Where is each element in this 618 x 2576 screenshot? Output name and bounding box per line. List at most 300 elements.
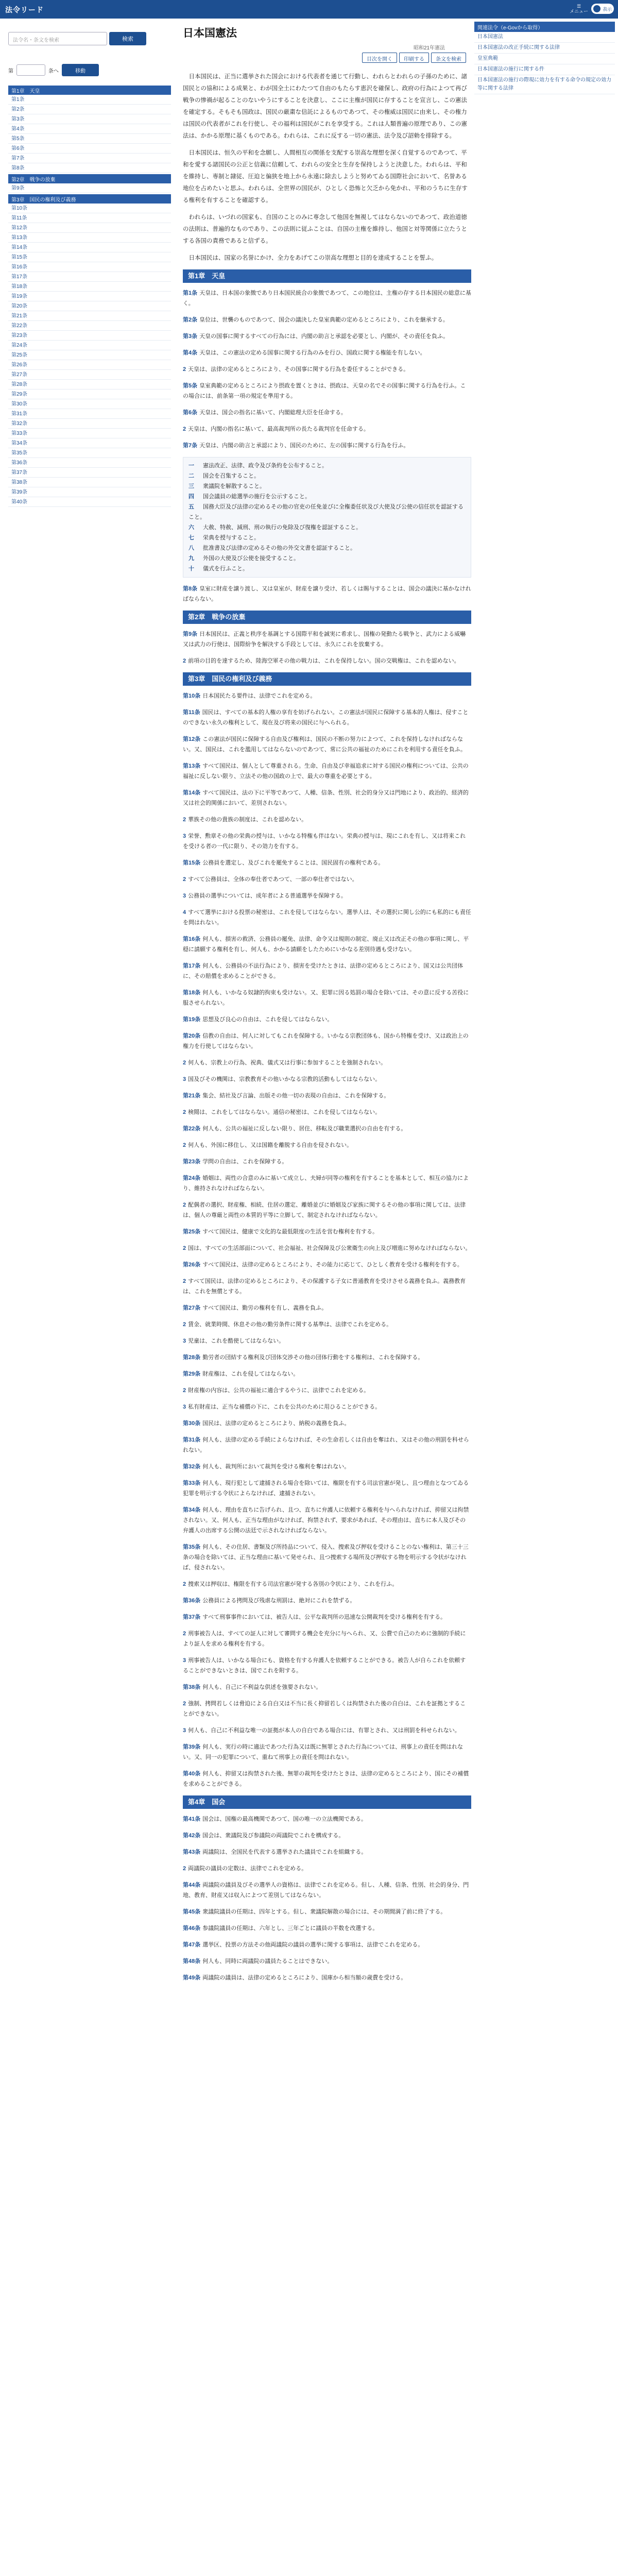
article-number[interactable]: 3 <box>183 833 186 839</box>
toc-item[interactable]: 第1条 <box>8 95 171 105</box>
toc-item[interactable]: 第6条 <box>8 144 171 154</box>
action-tab[interactable]: 条文を検索 <box>431 53 466 63</box>
item-text: 憲法改正、法律、政令及び条約を公布すること。 <box>203 463 328 469</box>
article-text: 天皇は、内閣の指名に基いて、最高裁判所の長たる裁判官を任命する。 <box>188 426 369 432</box>
article-number[interactable]: 2 <box>183 817 186 823</box>
main-content <box>178 19 471 2576</box>
list-item <box>188 502 466 522</box>
article-text: 婚姻は、両性の合意のみに基いて成立し、夫婦が同等の権利を有することを基本として、相互の協力により、維持されなければならない。 <box>183 1175 469 1192</box>
toc-item[interactable]: 第7条 <box>8 154 171 163</box>
article-number[interactable]: 第43条 <box>183 1849 201 1855</box>
article-text: 両議院の議員の定数は、法律でこれを定める。 <box>188 1866 307 1872</box>
article-number[interactable]: 2 <box>183 876 186 883</box>
table-of-contents <box>8 84 171 507</box>
jump-button[interactable]: 移動 <box>62 64 99 76</box>
article-number[interactable]: 第23条 <box>183 1159 201 1165</box>
related-law-link[interactable]: 皇室典範 <box>474 54 615 64</box>
toc-item[interactable]: 第37条 <box>8 468 171 478</box>
article-text: 国は、すべての生活部面について、社会福祉、社会保障及び公衆衛生の向上及び増進に努めなければならない。 <box>188 1245 471 1251</box>
article-number[interactable]: 第48条 <box>183 1958 201 1964</box>
toc-item[interactable]: 第19条 <box>8 292 171 301</box>
article-text: すべて国民は、法の下に平等であつて、人種、信条、性別、社会的身分又は門地により、政治的、経済的又は社会的関係において、差別されない。 <box>183 790 469 806</box>
article-text: 何人も、公務員の不法行為により、損害を受けたときは、法律の定めるところにより、国又は公共団体に、その賠償を求めることができる。 <box>183 963 464 979</box>
article <box>183 1923 471 1934</box>
item-text: 国会議員の総選挙の施行を公示すること。 <box>203 494 311 500</box>
article-number[interactable]: 4 <box>183 909 186 916</box>
article-text: 思想及び良心の自由は、これを侵してはならない。 <box>202 1016 333 1023</box>
article-text: 両議院の議員及びその選挙人の資格は、法律でこれを定める。但し、人種、信条、性別、社会的身分、門地、教育、財産又は収入によつて差別してはならない。 <box>183 1882 469 1899</box>
article-text: 選挙区、投票の方法その他両議院の議員の選挙に関する事項は、法律でこれを定める。 <box>202 1942 424 1948</box>
article <box>183 874 471 885</box>
article-text: 何人も、損害の救済、公務員の罷免、法律、命令又は規則の制定、廃止又は改正その他の事項に関し、平穏に請願する権利を有し、何人も、かかる請願をしたためにいかなる差別待遇も受けない。 <box>183 936 469 953</box>
article-text: 国及びその機関は、宗教教育その他いかなる宗教的活動もしてはならない。 <box>188 1076 381 1082</box>
toc-item[interactable]: 第26条 <box>8 360 171 370</box>
article-number[interactable]: 第13条 <box>183 763 201 769</box>
toc-item[interactable]: 第39条 <box>8 487 171 497</box>
article-text: 配偶者の選択、財産権、相続、住居の選定、離婚並びに婚姻及び家族に関するその他の事項に関しては、法律は、個人の尊厳と両性の本質的平等に立脚して、制定されなければならない。 <box>183 1202 466 1218</box>
article-number[interactable]: 第16条 <box>183 936 201 942</box>
article <box>183 1814 471 1824</box>
article-number[interactable]: 第36条 <box>183 1598 201 1604</box>
article <box>183 1276 471 1297</box>
search-input[interactable]: 法令名・条文を検索 <box>8 32 107 45</box>
toc-item[interactable]: 第31条 <box>8 409 171 419</box>
related-law-link[interactable]: 日本国憲法の施行に関する件 <box>474 64 615 75</box>
toc-item[interactable]: 第4条 <box>8 124 171 134</box>
article <box>183 1336 471 1346</box>
article-text: 何人も、自己に不利益な唯一の証拠が本人の自白である場合には、有罪とされ、又は刑罰を科せられない。 <box>188 1727 460 1734</box>
chapter-heading: 第2章 戦争の放棄 <box>183 611 471 624</box>
article-text: すべて選挙における投票の秘密は、これを侵してはならない。選挙人は、その選択に関し公的にも私的にも責任を問はれない。 <box>183 909 471 926</box>
article <box>183 381 471 401</box>
menu-button[interactable] <box>570 4 588 14</box>
article-number[interactable]: 第37条 <box>183 1614 201 1620</box>
article-text: 天皇は、国会の指名に基いて、内閣総理大臣を任命する。 <box>199 410 347 416</box>
article-number[interactable]: 第10条 <box>183 693 201 699</box>
article <box>183 907 471 928</box>
article-text: 国民は、法律の定めるところにより、納税の義務を負ふ。 <box>202 1420 350 1427</box>
article-number[interactable]: 第11条 <box>183 709 200 716</box>
article-text: 国会は、衆議院及び参議院の両議院でこれを構成する。 <box>202 1833 345 1839</box>
article-text: 何人も、同時に両議院の議員たることはできない。 <box>202 1958 333 1964</box>
article-number[interactable]: 第19条 <box>183 1016 201 1023</box>
article-text: 国民は、すべての基本的人権の享有を妨げられない。この憲法が国民に保障する基本的人権は、侵すことのできない永久の権利として、現在及び将来の国民に与へられる。 <box>183 709 469 726</box>
article-number[interactable]: 2 <box>183 658 186 664</box>
article-number[interactable]: 第39条 <box>183 1744 201 1750</box>
toc-item[interactable]: 第3条 <box>8 114 171 124</box>
article-number[interactable]: 3 <box>183 1657 186 1664</box>
article <box>183 1435 471 1455</box>
article-text: すべて国民は、勤労の権利を有し、義務を負ふ。 <box>202 1305 328 1311</box>
toc-item[interactable]: 第17条 <box>8 272 171 282</box>
toc-item[interactable]: 第13条 <box>8 233 171 243</box>
toc-item[interactable]: 第16条 <box>8 262 171 272</box>
article <box>183 707 471 728</box>
article-text: この憲法が国民に保障する自由及び権利は、国民の不断の努力によつて、これを保持しなければならない。又、国民は、これを濫用してはならないのであつて、常に公共の福祉のためにこれを利用する責任を負ふ。 <box>183 736 466 753</box>
chapter-heading: 第4章 国会 <box>183 1795 471 1809</box>
article-item-list <box>183 457 471 578</box>
item-text: 国務大臣及び法律の定めるその他の官吏の任免並びに全権委任状及び大使及び公使の信任状を認証すること。 <box>188 504 464 520</box>
article <box>183 1973 471 1983</box>
article-number[interactable]: 2 <box>183 1866 186 1872</box>
article-number[interactable]: 第47条 <box>183 1942 201 1948</box>
list-item <box>188 492 466 502</box>
article-number[interactable]: 第40条 <box>183 1771 201 1777</box>
article-number[interactable]: 第21条 <box>183 1093 201 1099</box>
article <box>183 584 471 604</box>
related-law-link[interactable]: 日本国憲法 <box>474 32 615 43</box>
article-number[interactable]: 第22条 <box>183 1126 201 1132</box>
list-item <box>188 522 466 533</box>
article-text: 何人も、外国に移住し、又は国籍を離脱する自由を侵されない。 <box>188 1142 353 1148</box>
toc-chapter[interactable]: 第1章 天皇 <box>8 86 171 95</box>
article <box>183 1385 471 1396</box>
item-text: 国会を召集すること。 <box>203 473 260 479</box>
article <box>183 656 471 666</box>
item-number: 七 <box>188 535 194 541</box>
toc-item[interactable]: 第27条 <box>8 370 171 380</box>
article <box>183 424 471 434</box>
article-number[interactable]: 第35条 <box>183 1544 201 1550</box>
toc-item[interactable]: 第32条 <box>8 419 171 429</box>
list-item <box>188 481 466 492</box>
article-number[interactable]: 第38条 <box>183 1684 201 1690</box>
sidebar-search <box>8 32 146 45</box>
article-number[interactable]: 第3条 <box>183 333 198 340</box>
related-laws-list <box>474 32 615 94</box>
article <box>183 1124 471 1134</box>
toc-item[interactable]: 第33条 <box>8 429 171 438</box>
preamble-paragraph: われらは、いづれの国家も、自国のことのみに専念して他国を無視してはならないのであつて、政治道徳の法則は、普遍的なものであり、この法則に従ふことは、自国の主権を維持し、他国と対等関係に立たうとする各国の責務であると信ずる。 <box>183 214 467 244</box>
article <box>183 288 471 309</box>
article-number[interactable]: 2 <box>183 1631 186 1637</box>
jump-prefix: 第 <box>8 68 13 74</box>
law-body <box>183 71 471 1989</box>
item-text: 批准書及び法律の定めるその他の外交文書を認証すること。 <box>203 545 356 551</box>
article <box>183 1091 471 1101</box>
article-number[interactable]: 第9条 <box>183 631 198 637</box>
item-text: 儀式を行ふこと。 <box>203 566 248 572</box>
article-number[interactable]: 2 <box>183 1142 186 1148</box>
item-text: 衆議院を解散すること。 <box>203 483 265 489</box>
toc-item[interactable]: 第21条 <box>8 311 171 321</box>
toc-item[interactable]: 第18条 <box>8 282 171 292</box>
article-text: 華族その他の貴族の制度は、これを認めない。 <box>188 817 307 823</box>
article-number[interactable]: 2 <box>183 1109 186 1115</box>
article-number[interactable]: 第27条 <box>183 1305 201 1311</box>
display-mode-toggle[interactable] <box>591 4 614 14</box>
item-number: 六 <box>188 524 194 531</box>
action-tab[interactable]: 目次を開く <box>362 53 397 63</box>
item-number: 五 <box>188 504 194 510</box>
article-text: 公務員を選定し、及びこれを罷免することは、国民固有の権利である。 <box>202 860 384 866</box>
top-bar <box>0 0 618 19</box>
article-number[interactable]: 第25条 <box>183 1229 201 1235</box>
item-number: 十 <box>188 566 194 572</box>
article-text: 何人も、裁判所において裁判を受ける権利を奪はれない。 <box>202 1464 350 1470</box>
toc-item[interactable]: 第35条 <box>8 448 171 458</box>
toc-item[interactable]: 第8条 <box>8 163 171 173</box>
list-item <box>188 471 466 481</box>
list-item <box>188 533 466 543</box>
article <box>183 961 471 981</box>
search-button[interactable]: 検索 <box>109 32 146 45</box>
article <box>183 1260 471 1270</box>
article-number[interactable]: 第28条 <box>183 1354 201 1361</box>
article-number[interactable]: 3 <box>183 893 186 899</box>
article-number[interactable]: 2 <box>183 1060 186 1066</box>
article <box>183 1699 471 1719</box>
article <box>183 348 471 358</box>
article <box>183 831 471 852</box>
page-title: 日本国憲法 <box>183 27 237 39</box>
article <box>183 1579 471 1589</box>
toc-item[interactable]: 第5条 <box>8 134 171 144</box>
article-text: 皇室に財産を譲り渡し、又は皇室が、財産を譲り受け、若しくは賜与することは、国会の議決に基かなければならない。 <box>183 586 471 602</box>
article <box>183 1140 471 1150</box>
article <box>183 1956 471 1967</box>
article-number[interactable]: 3 <box>183 1404 186 1410</box>
article-number[interactable]: 第30条 <box>183 1420 201 1427</box>
toc-item[interactable]: 第22条 <box>8 321 171 331</box>
article-number[interactable]: 2 <box>183 1245 186 1251</box>
article <box>183 1074 471 1084</box>
list-item <box>188 543 466 553</box>
article <box>183 1227 471 1237</box>
article-number[interactable]: 第34条 <box>183 1507 201 1513</box>
article-text: 天皇は、日本国の象徴であり日本国民統合の象徴であつて、この地位は、主権の存する日本国民の総意に基く。 <box>183 290 471 307</box>
article-number[interactable]: 第45条 <box>183 1909 201 1915</box>
toc-item[interactable]: 第38条 <box>8 478 171 487</box>
article-number[interactable]: 第49条 <box>183 1975 201 1981</box>
list-item <box>188 564 466 574</box>
article-number[interactable]: 第42条 <box>183 1833 201 1839</box>
article-number[interactable]: 2 <box>183 366 186 372</box>
article-text: 財産権は、これを侵してはならない。 <box>202 1371 299 1377</box>
article-number[interactable]: 3 <box>183 1727 186 1734</box>
preamble-paragraph: 日本国民は、恒久の平和を念願し、人間相互の関係を支配する崇高な理想を深く自覚するのであつて、平和を愛する諸国民の公正と信義に信頼して、われらの安全と生存を保持しようと決意した。われらは、平和を維持し、専制と隷従、圧迫と偏狭を地上から永遠に除去しようと努めてゐる国際社会において、名誉ある地位を占めたいと思ふ。われらは、全世界の国民が、ひとしく恐怖と欠乏から免かれ、平和のうちに生存する権利を有することを確認する。 <box>183 150 468 204</box>
article <box>183 1847 471 1857</box>
article-number[interactable]: 第6条 <box>183 410 198 416</box>
article <box>183 408 471 418</box>
toc-item[interactable]: 第34条 <box>8 438 171 448</box>
article-text: 両議院は、全国民を代表する選挙された議員でこれを組織する。 <box>202 1849 367 1855</box>
article-text: すべて国民は、健康で文化的な最低限度の生活を営む権利を有する。 <box>202 1229 379 1235</box>
article-text: 強制、拷問若しくは脅迫による自白又は不当に長く抑留若しくは拘禁された後の自白は、これを証拠とすることができない。 <box>183 1701 466 1717</box>
article-text: 日本国民たる要件は、法律でこれを定める。 <box>202 693 316 699</box>
article <box>183 1655 471 1676</box>
item-number: 三 <box>188 483 194 489</box>
article-text: 天皇の国事に関するすべての行為には、内閣の助言と承認を必要とし、内閣が、その責任を負ふ。 <box>199 333 449 340</box>
item-number: 一 <box>188 463 194 469</box>
article-text: 栄誉、勲章その他の栄典の授与は、いかなる特権も伴はない。栄典の授与は、現にこれを有し、又は将来これを受ける者の一代に限り、その効力を有する。 <box>183 833 466 850</box>
article <box>183 934 471 955</box>
toc-item[interactable]: 第29条 <box>8 389 171 399</box>
article <box>183 1319 471 1330</box>
article-number[interactable]: 第17条 <box>183 963 201 969</box>
article-text: 刑事被告人は、すべての証人に対して審問する機会を充分に与へられ、又、公費で自己のために強制的手続により証人を求める権利を有する。 <box>183 1631 466 1647</box>
article <box>183 761 471 782</box>
article-text: 何人も、自己に不利益な供述を強要されない。 <box>202 1684 322 1690</box>
article <box>183 1402 471 1412</box>
article-number[interactable]: 第33条 <box>183 1480 201 1486</box>
toc-item[interactable]: 第25条 <box>8 350 171 360</box>
related-laws-box <box>474 22 615 94</box>
article <box>183 1880 471 1901</box>
toc-item[interactable]: 第28条 <box>8 380 171 389</box>
toc-item[interactable]: 第15条 <box>8 252 171 262</box>
article-number[interactable]: 第1条 <box>183 290 198 296</box>
article-number[interactable]: 2 <box>183 1581 186 1587</box>
article <box>183 1725 471 1736</box>
article <box>183 988 471 1008</box>
sidebar <box>0 19 178 518</box>
article-number[interactable]: 第46条 <box>183 1925 201 1931</box>
article-number-input[interactable] <box>16 64 45 76</box>
article-number[interactable]: 第20条 <box>183 1033 201 1039</box>
article <box>183 1596 471 1606</box>
article-text: 賃金、就業時間、休息その他の勤労条件に関する基準は、法律でこれを定める。 <box>188 1321 392 1328</box>
article <box>183 1157 471 1167</box>
related-laws-heading: 関連法令（e-Govから取得） <box>474 22 615 32</box>
article-number[interactable]: 第29条 <box>183 1371 201 1377</box>
item-number: 二 <box>188 473 194 479</box>
article-number[interactable]: 第24条 <box>183 1175 201 1181</box>
article-number[interactable]: 第12条 <box>183 736 201 742</box>
item-text: 外国の大使及び公使を接受すること。 <box>203 555 299 562</box>
list-item <box>188 553 466 564</box>
article-number[interactable]: 3 <box>183 1076 186 1082</box>
article-text: 何人も、理由を直ちに告げられ、且つ、直ちに弁護人に依頼する権利を与へられなければ、抑留又は拘禁されない。又、何人も、正当な理由がなければ、拘禁されず、要求があれば、その理由は、直ちに本人及びその弁護人の出席する公開の法廷で示されなければならない。 <box>183 1507 469 1534</box>
article-number[interactable]: 第15条 <box>183 860 201 866</box>
chapter-heading: 第1章 天皇 <box>183 269 471 283</box>
related-law-link[interactable]: 日本国憲法の改正手続に関する法律 <box>474 43 615 54</box>
article-text: 私有財産は、正当な補償の下に、これを公共のために用ひることができる。 <box>188 1404 381 1410</box>
article <box>183 734 471 755</box>
article-text: 何人も、現行犯として逮捕される場合を除いては、権限を有する司法官憲が発し、且つ理由となつてゐる犯罪を明示する令状によらなければ、逮捕されない。 <box>183 1480 469 1497</box>
article-text: 皇位は、世襲のものであつて、国会の議決した皇室典範の定めるところにより、これを継承する。 <box>199 317 449 323</box>
article-number[interactable]: 2 <box>183 1387 186 1394</box>
article-number[interactable]: 第14条 <box>183 790 201 796</box>
article-text: 刑事被告人は、いかなる場合にも、資格を有する弁護人を依頼することができる。被告人が自らこれを依頼することができないときは、国でこれを附する。 <box>183 1657 466 1674</box>
menu-label: メニュー <box>569 9 588 14</box>
toc-item[interactable]: 第23条 <box>8 331 171 341</box>
article <box>183 1505 471 1536</box>
article-text: すべて公務員は、全体の奉仕者であつて、一部の奉仕者ではない。 <box>188 876 358 883</box>
item-number: 八 <box>188 545 194 551</box>
article <box>183 1369 471 1379</box>
related-law-link[interactable]: 日本国憲法の施行の際現に効力を有する命令の規定の効力等に関する法律 <box>474 75 615 94</box>
article-number[interactable]: 2 <box>183 1701 186 1707</box>
toc-item[interactable]: 第2条 <box>8 105 171 114</box>
toc-item[interactable]: 第20条 <box>8 301 171 311</box>
article-number[interactable]: 第5条 <box>183 383 198 389</box>
article-text: 公務員の選挙については、成年者による普通選挙を保障する。 <box>188 893 347 899</box>
article-number[interactable]: 第4条 <box>183 350 198 356</box>
article <box>183 1742 471 1762</box>
article-number[interactable]: 第7条 <box>183 443 198 449</box>
article-text: 勤労者の団結する権利及び団体交渉その他の団体行動をする権利は、これを保障する。 <box>202 1354 424 1361</box>
article-text: 天皇は、法律の定めるところにより、その国事に関する行為を委任することができる。 <box>188 366 409 372</box>
article-number[interactable]: 2 <box>183 1278 186 1284</box>
article-number[interactable]: 第32条 <box>183 1464 201 1470</box>
article-text: 財産権の内容は、公共の福祉に適合するやうに、法律でこれを定める。 <box>188 1387 370 1394</box>
article-text: 何人も、いかなる奴隷的拘束も受けない。又、犯罪に因る処罰の場合を除いては、その意に反する苦役に服させられない。 <box>183 990 469 1006</box>
toc-item[interactable]: 第10条 <box>8 204 171 213</box>
article-jump <box>8 64 99 76</box>
article <box>183 1629 471 1649</box>
chapter-heading: 第3章 国民の権利及び義務 <box>183 672 471 686</box>
top-right-controls <box>570 4 614 14</box>
article <box>183 1058 471 1068</box>
article-text: 国会は、国権の最高機関であつて、国の唯一の立法機関である。 <box>202 1816 367 1822</box>
right-panel <box>471 19 618 94</box>
item-number: 九 <box>188 555 194 562</box>
article-number[interactable]: 第31条 <box>183 1437 201 1443</box>
article-number[interactable]: 3 <box>183 1338 186 1344</box>
toc-item[interactable]: 第12条 <box>8 223 171 233</box>
article-number[interactable]: 第44条 <box>183 1882 201 1888</box>
article-text: 両議院の議員は、法律の定めるところにより、国庫から相当額の歳費を受ける。 <box>202 1975 407 1981</box>
article <box>183 891 471 901</box>
article-number[interactable]: 2 <box>183 1321 186 1328</box>
article-text: すべて刑事事件においては、被告人は、公平な裁判所の迅速な公開裁判を受ける権利を有する。 <box>202 1614 447 1620</box>
item-number: 四 <box>188 494 194 500</box>
article-text: 皇室典範の定めるところにより摂政を置くときは、摂政は、天皇の名でその国事に関する行為を行ふ。この場合には、前条第一項の規定を準用する。 <box>183 383 466 399</box>
article-text: 信教の自由は、何人に対してもこれを保障する。いかなる宗教団体も、国から特権を受け、又は政治上の権力を行使してはならない。 <box>183 1033 469 1049</box>
article-number[interactable]: 第26条 <box>183 1262 201 1268</box>
article <box>183 691 471 701</box>
toc-item[interactable]: 第14条 <box>8 243 171 252</box>
article-text: 何人も、宗教上の行為、祝典、儀式又は行事に参加することを強制されない。 <box>188 1060 387 1066</box>
article <box>183 1612 471 1622</box>
toc-item[interactable]: 第9条 <box>8 183 171 193</box>
article <box>183 331 471 342</box>
hamburger-icon: ☰ <box>576 4 581 9</box>
article-number[interactable]: 2 <box>183 426 186 432</box>
toc-item[interactable]: 第40条 <box>8 497 171 507</box>
article-number[interactable]: 2 <box>183 1202 186 1208</box>
article-text: 何人も、その住居、書類及び所持品について、侵入、捜索及び押収を受けることのない権利は、第三十三条の場合を除いては、正当な理由に基いて発せられ、且つ捜索する場所及び押収する物を明示する令状がなければ、侵されない。 <box>183 1544 469 1571</box>
item-text: 栄典を授与すること。 <box>203 535 260 541</box>
toc-item[interactable]: 第24条 <box>8 341 171 350</box>
article <box>183 1478 471 1499</box>
action-tab[interactable]: 印刷する <box>399 53 429 63</box>
article <box>183 1303 471 1313</box>
site-logo[interactable]: 法令リード <box>5 6 44 14</box>
article-number[interactable]: 第2条 <box>183 317 198 323</box>
article-number[interactable]: 第8条 <box>183 586 198 592</box>
article <box>183 1352 471 1363</box>
toc-item[interactable]: 第30条 <box>8 399 171 409</box>
article <box>183 1107 471 1117</box>
article <box>183 815 471 825</box>
toggle-label: 表示 <box>603 6 612 12</box>
article-text: 検閲は、これをしてはならない。通信の秘密は、これを侵してはならない。 <box>188 1109 381 1115</box>
toc-chapter[interactable]: 第2章 戦争の放棄 <box>8 174 171 183</box>
article-text: 日本国民は、正義と秩序を基調とする国際平和を誠実に希求し、国権の発動たる戦争と、武力による威嚇又は武力の行使は、国際紛争を解決する手段としては、永久にこれを放棄する。 <box>183 631 466 648</box>
law-number: 昭和21年憲法 <box>414 45 445 51</box>
article-text: 天皇は、この憲法の定める国事に関する行為のみを行ひ、国政に関する権能を有しない。 <box>199 350 426 356</box>
toc-item[interactable]: 第11条 <box>8 213 171 223</box>
article <box>183 1940 471 1950</box>
article-number[interactable]: 第18条 <box>183 990 201 996</box>
article <box>183 1031 471 1052</box>
toc-item[interactable]: 第36条 <box>8 458 171 468</box>
toc-chapter[interactable]: 第3章 国民の権利及び義務 <box>8 194 171 204</box>
article-number[interactable]: 第41条 <box>183 1816 201 1822</box>
article <box>183 1014 471 1025</box>
